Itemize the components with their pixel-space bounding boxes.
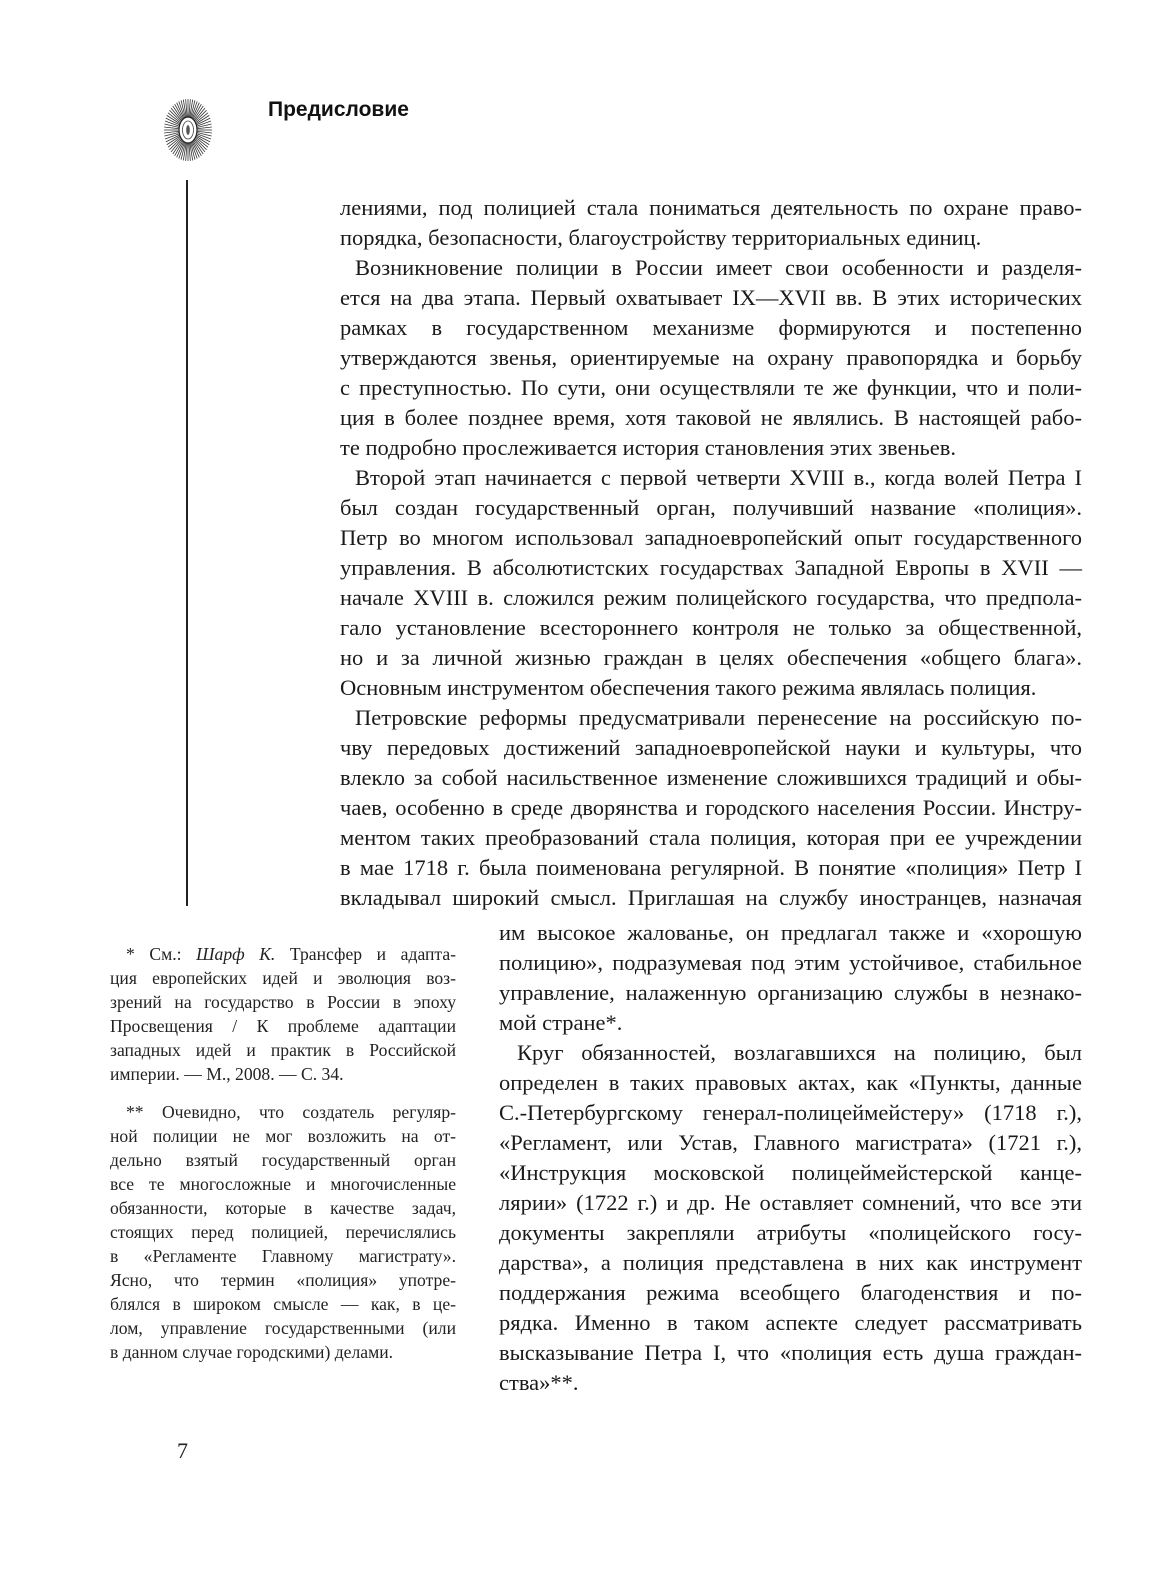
text-line: гало установление всестороннего контроля не только за общественной, [340, 615, 1082, 640]
text-line: «Регламент, или Устав, Главного магистрата» (1721 г.), [499, 1130, 1082, 1155]
sunburst-ornament-icon [162, 97, 214, 163]
text-line: рядка. Именно в таком аспекте следует рассматривать [499, 1310, 1082, 1335]
text-line: был создан государственный орган, получивший название «полиция». [340, 495, 1082, 520]
text-line: управление, налаженную организацию службы в незнако- [499, 980, 1082, 1005]
text-line: высказывание Петра I, что «полиция есть душа граждан- [499, 1340, 1082, 1365]
page-number: 7 [177, 1438, 188, 1463]
footnote-line: все те многосложные и многочисленные [110, 1174, 456, 1194]
text-line: Петр во многом использовал западноевропейский опыт государственного [340, 525, 1082, 550]
footnote-line: дельно взятый государственный орган [110, 1150, 456, 1170]
text-line: лярии» (1722 г.) и др. Не оставляет сомнений, что все эти [499, 1190, 1082, 1215]
footnote-line: ** Очевидно, что создатель регуляр- [126, 1102, 456, 1122]
footnote-line: в данном случае городскими) делами. [110, 1342, 394, 1362]
text-line: в мае 1718 г. была поименована регулярной. В понятие «полиция» Петр I [340, 855, 1082, 880]
text-line: Петровские реформы предусматривали перенесение на российскую по- [355, 705, 1082, 730]
text-line: с преступностью. По сути, они осуществляли те же функции, что и поли- [340, 375, 1082, 400]
text-line: поддержания режима всеобщего благоденствия и по- [499, 1280, 1082, 1305]
text-line: Возникновение полиции в России имеет свои особенности и разделя- [355, 255, 1082, 280]
text-line: но и за личной жизнью граждан в целях обеспечения «общего блага». [340, 645, 1082, 670]
text-line: ментом таких преобразований стала полиция, которая при ее учреждении [340, 825, 1082, 850]
footnote-line: лом, управление государственными (или [110, 1318, 456, 1338]
text-line: полицию», подразумевая под этим устойчивое, стабильное [499, 950, 1082, 975]
footnote-line: Ясно, что термин «полиция» употре- [110, 1270, 456, 1290]
footnote-line: в «Регламенте Главному магистрату». [110, 1246, 456, 1266]
text-line: ция в более позднее время, хотя таковой не являлись. В настоящей рабо- [340, 405, 1082, 430]
footnote-line: ция европейских идей и эволюция воз- [110, 968, 456, 988]
footnote-marker: * См.: [126, 944, 197, 964]
footnote-line: ной полиции не мог возложить на от- [110, 1126, 456, 1146]
text-line: начале XVIII в. сложился режим полицейского государства, что предпола- [340, 585, 1082, 610]
text-line: документы закрепляли атрибуты «полицейского госу- [499, 1220, 1082, 1245]
text-line: им высокое жалованье, он предлагал также и «хорошую [499, 920, 1082, 945]
footnote-line: империи. — М., 2008. — С. 34. [110, 1064, 344, 1084]
text-line: чаев, особенно в среде дворянства и городского населения России. Инстру- [340, 795, 1082, 820]
text-line: «Инструкция московской полицеймейстерской канце- [499, 1160, 1082, 1185]
text-line: Основным инструментом обеспечения такого режима являлась полиция. [340, 675, 1037, 700]
margin-rule [186, 180, 188, 906]
text-line: С.-Петербургскому генерал-полицеймейстеру» (1718 г.), [499, 1100, 1082, 1125]
text-line: управления. В абсолютистских государствах Западной Европы в XVII — [340, 555, 1082, 580]
text-line: чву передовых достижений западноевропейской науки и культуры, что [340, 735, 1082, 760]
text-line: утверждаются звенья, ориентируемые на охрану правопорядка и борьбу [340, 345, 1082, 370]
text-line: Круг обязанностей, возлагавшихся на полицию, был [517, 1040, 1082, 1065]
footnote-line: зрений на государство в России в эпоху [110, 992, 456, 1012]
footnote-line: стоящих перед полицией, перечислялись [110, 1222, 456, 1242]
text-line: дарства», а полиция представлена в них как инструмент [499, 1250, 1082, 1275]
text-line: порядка, безопасности, благоустройству территориальных единиц. [340, 225, 982, 250]
text-line: ства»**. [499, 1370, 579, 1395]
text-line: рамках в государственном механизме формируются и постепенно [340, 315, 1082, 340]
text-line: мой стране*. [499, 1010, 623, 1035]
text-line: вкладывал широкий смысл. Приглашая на службу иностранцев, назначая [340, 885, 1082, 910]
footnote-line: Просвещения / К проблеме адаптации [110, 1016, 456, 1036]
footnote-line: блялся в широком смысле — как, в це- [110, 1294, 456, 1314]
text-line: ется на два этапа. Первый охватывает IX—XVII вв. В этих исторических [340, 285, 1082, 310]
text-line: определен в таких правовых актах, как «Пункты, данные [499, 1070, 1082, 1095]
text-line: те подробно прослеживается история становления этих звеньев. [340, 435, 957, 460]
section-title: Предисловие [268, 98, 409, 121]
footnote-line [126, 942, 456, 966]
footnote-line: западных идей и практик в Российской [110, 1040, 456, 1060]
footnote-title-start: Трансфер и адапта- [275, 944, 457, 964]
footnote-author: Шарф К. [196, 944, 276, 964]
footnote-line: обязанности, которые в качестве задач, [110, 1198, 456, 1218]
text-line: лениями, под полицией стала пониматься деятельность по охране право- [340, 195, 1082, 220]
text-line: Второй этап начинается с первой четверти XVIII в., когда волей Петра I [355, 465, 1082, 490]
text-line: влекло за собой насильственное изменение сложившихся традиций и обы- [340, 765, 1082, 790]
